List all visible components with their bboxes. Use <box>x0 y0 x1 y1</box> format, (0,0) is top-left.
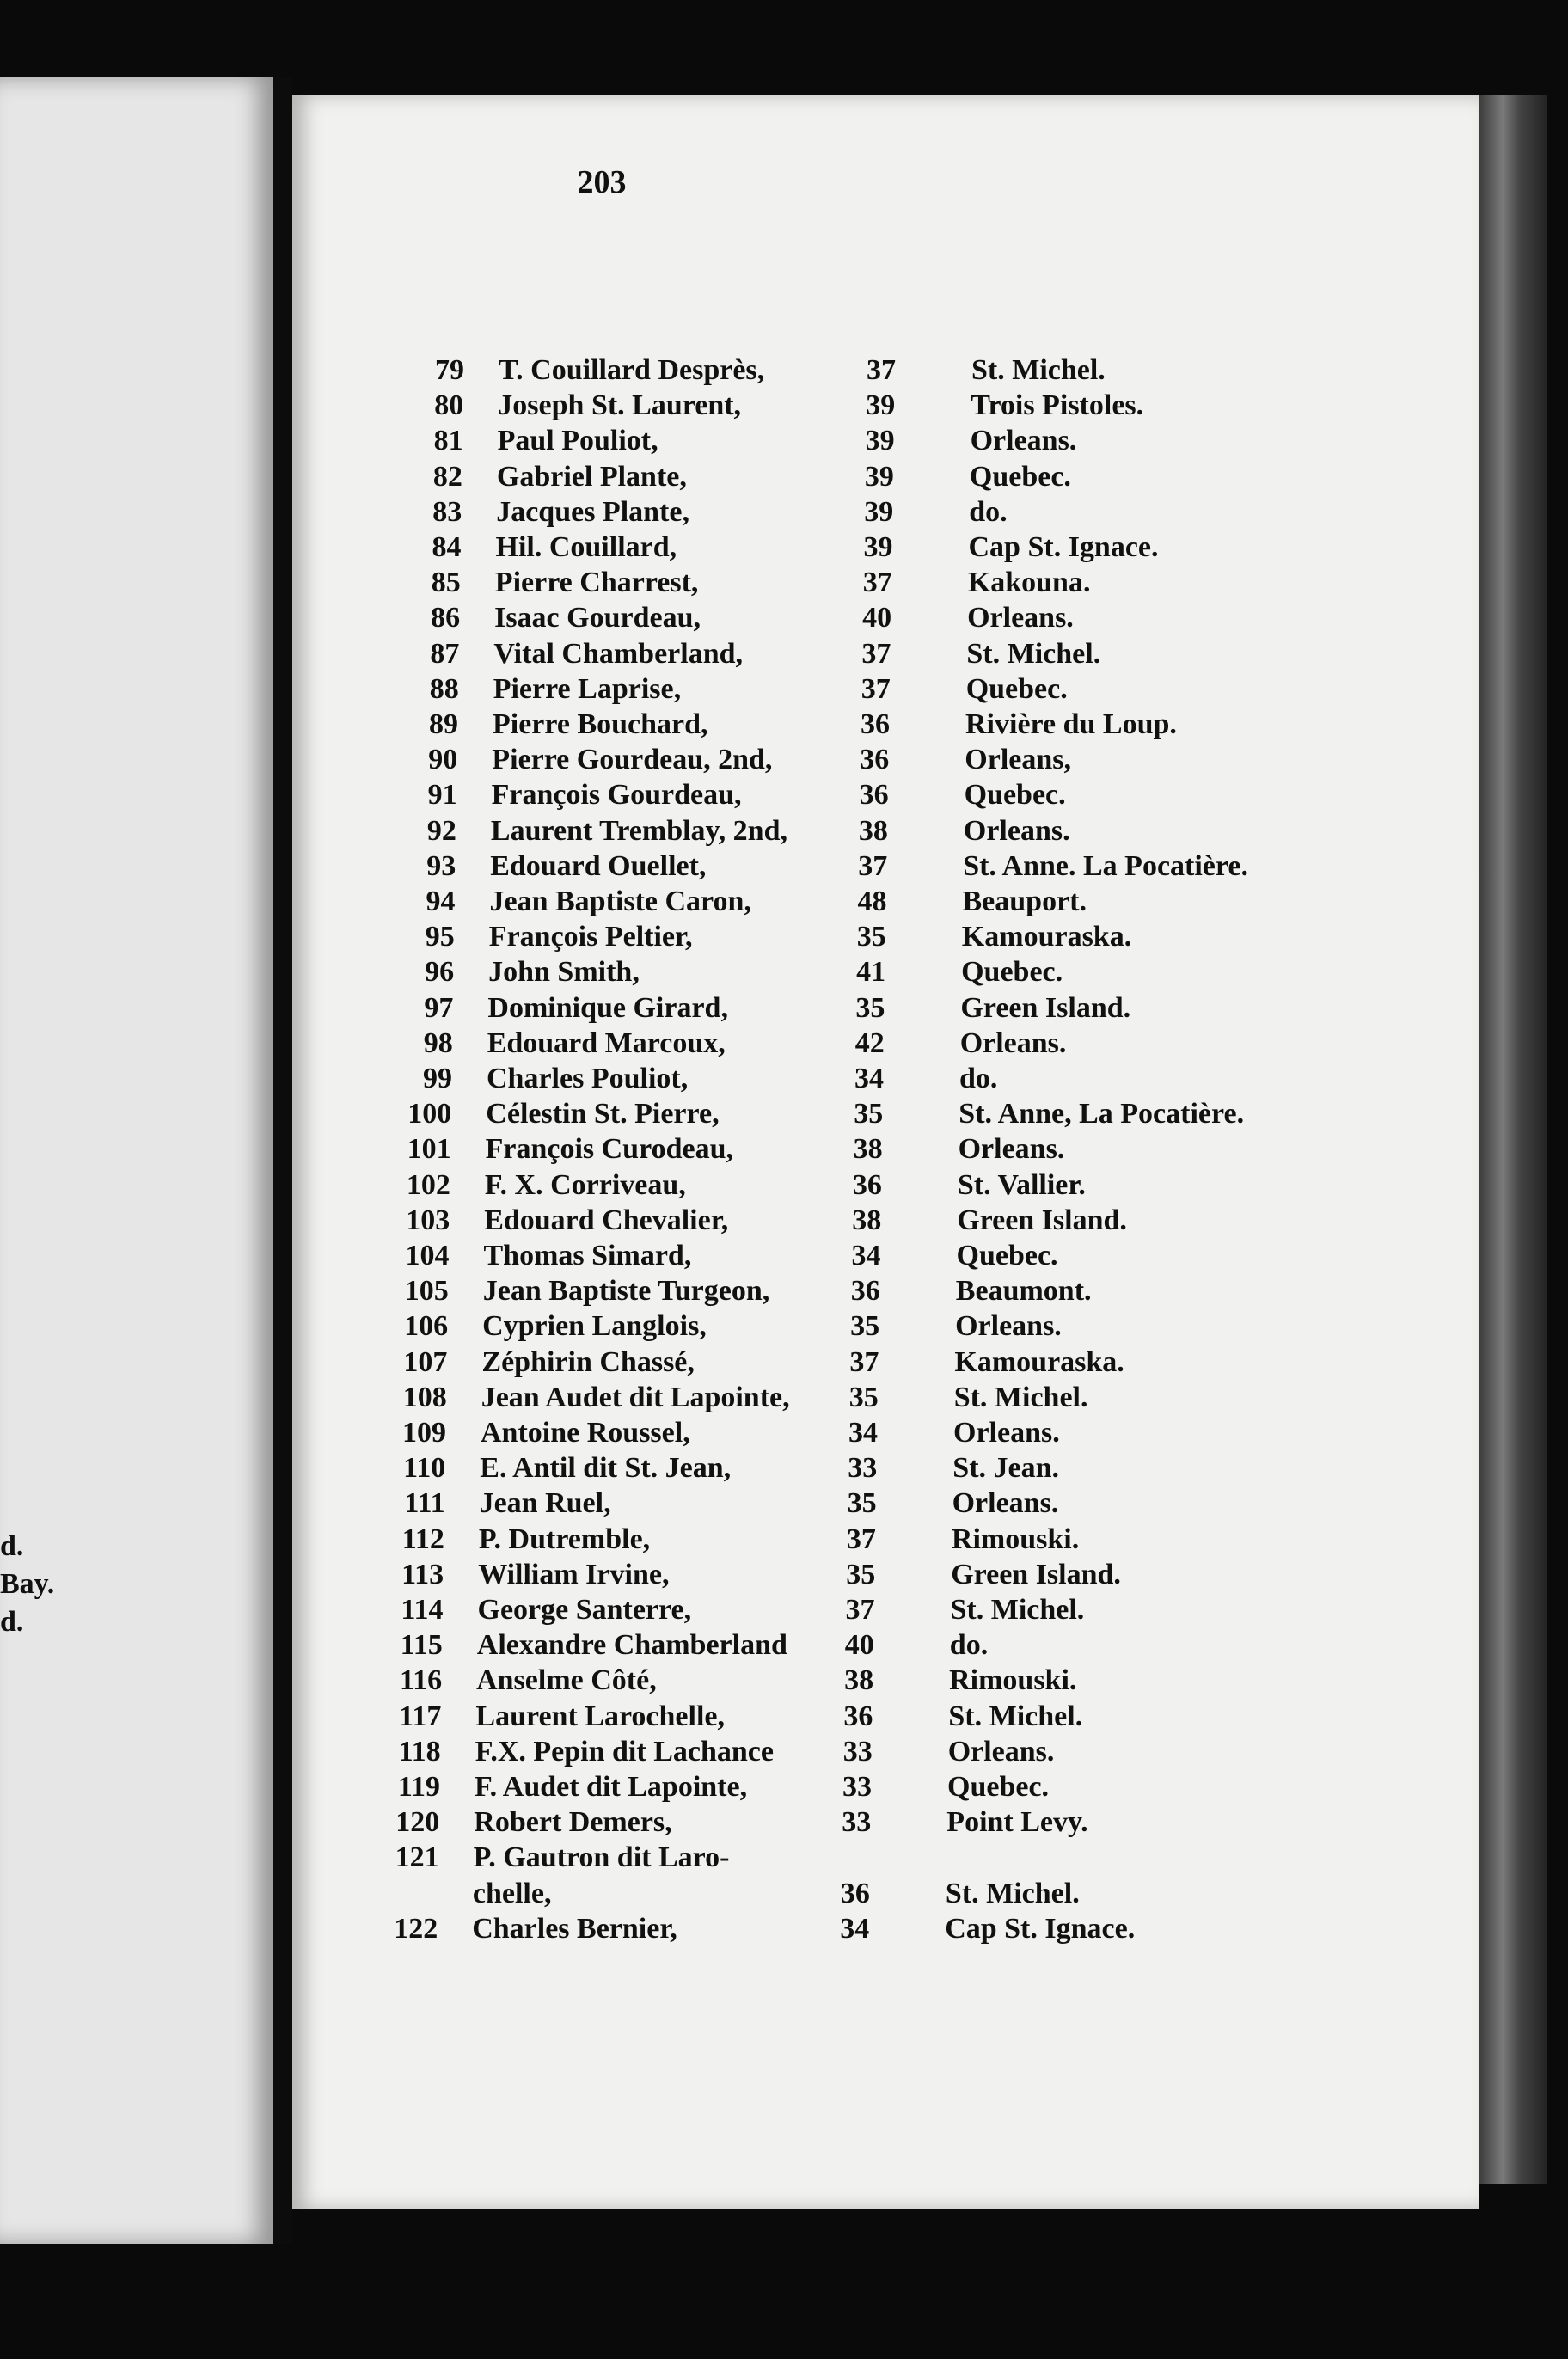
entry-name: François Gourdeau, <box>491 779 742 812</box>
entry-name: F. X. Corriveau, <box>484 1168 686 1201</box>
entry-age: 35 <box>856 921 886 953</box>
entry-place: St. Michel. <box>971 354 1106 386</box>
entry-name: Thomas Simard, <box>483 1240 692 1271</box>
entry-name: Pierre Laprise, <box>493 672 682 705</box>
entry-place: Trois Pistoles. <box>971 389 1144 422</box>
entry-name: Hil. Couillard, <box>495 531 677 563</box>
book-gutter <box>273 77 292 2244</box>
page-edge <box>1479 95 1547 2184</box>
entry-age: 37 <box>867 354 896 386</box>
entry-age: 33 <box>842 1735 873 1768</box>
entries-list <box>292 95 1479 2209</box>
entry-number: 111 <box>404 1487 445 1520</box>
entry-age: 40 <box>844 1629 874 1662</box>
entry-place: do. <box>969 495 1008 528</box>
entry-age: 37 <box>862 567 892 599</box>
entry-place: do. <box>949 1629 989 1662</box>
entry-age: 34 <box>854 1063 884 1094</box>
page-number: 203 <box>577 164 627 200</box>
entry-place: Orleans. <box>952 1487 1059 1520</box>
entry-age: 35 <box>847 1487 877 1520</box>
entry-age: 37 <box>861 637 891 670</box>
entry-place: St. Michel. <box>966 637 1101 670</box>
entry-age: 35 <box>846 1558 876 1590</box>
entry-age: 34 <box>851 1240 881 1271</box>
entry-place: Orleans. <box>953 1417 1060 1449</box>
entry-number: 104 <box>405 1240 450 1271</box>
entry-place: Orleans. <box>959 1026 1067 1059</box>
entry-number: 103 <box>406 1204 450 1236</box>
entry-number: 97 <box>424 991 454 1024</box>
entry-number: 79 <box>435 354 464 386</box>
entry-age: 38 <box>858 814 888 847</box>
entry-age: 39 <box>864 460 894 493</box>
entry-age: 37 <box>858 849 888 882</box>
entry-name: John Smith, <box>488 956 640 989</box>
entry-number: 84 <box>432 531 462 563</box>
right-page <box>292 95 1479 2209</box>
entry-place: St. Vallier. <box>957 1168 1086 1201</box>
entry-number: 90 <box>428 744 458 776</box>
entry-age: 34 <box>848 1417 878 1449</box>
entry-name: Laurent Tremblay, 2nd, <box>490 814 788 847</box>
entry-name: Antoine Roussel, <box>481 1417 690 1449</box>
entry-name: Célestin St. Pierre, <box>486 1098 720 1130</box>
entry-place: Orleans. <box>958 1133 1065 1166</box>
entry-number: 118 <box>398 1735 441 1768</box>
entry-name: Edouard Marcoux, <box>487 1026 726 1059</box>
entry-place: St. Anne. La Pocatière. <box>963 849 1248 882</box>
entry-place: Orleans. <box>970 425 1077 457</box>
entry-name: Charles Bernier, <box>472 1912 677 1945</box>
entry-number: 115 <box>400 1629 443 1662</box>
entry-number: 88 <box>429 672 459 705</box>
entry-name: Dominique Girard, <box>487 991 728 1024</box>
entry-number: 86 <box>431 602 461 634</box>
entry-age: 39 <box>865 425 895 457</box>
entry-name: F.X. Pepin dit Lachance <box>475 1735 774 1768</box>
entry-place: St. Jean. <box>952 1452 1060 1485</box>
entry-place: Green Island. <box>960 991 1131 1024</box>
entry-place: Orleans. <box>955 1310 1062 1343</box>
entry-name: P. Gautron dit Laro- <box>473 1841 730 1874</box>
entry-number: 92 <box>426 814 456 847</box>
entry-age: 36 <box>852 1168 882 1201</box>
entry-name: Jean Ruel, <box>479 1487 611 1520</box>
entry-number: 102 <box>406 1168 450 1201</box>
entry-place: Quebec. <box>947 1771 1050 1803</box>
entry-age: 42 <box>854 1026 885 1059</box>
entry-name: Pierre Gourdeau, 2nd, <box>492 744 773 776</box>
entry-number: 122 <box>394 1912 438 1945</box>
entry-place: Green Island. <box>957 1204 1127 1236</box>
entry-name: Jean Baptiste Turgeon, <box>482 1275 770 1308</box>
entry-age: 36 <box>860 744 890 776</box>
entry-name: Gabriel Plante, <box>496 460 687 493</box>
entry-name: Robert Demers, <box>474 1806 672 1839</box>
entry-age: 38 <box>852 1204 882 1236</box>
entry-place: Rimouski. <box>949 1664 1077 1697</box>
entry-place: Kakouna. <box>967 567 1091 599</box>
entry-name: Paul Pouliot, <box>497 425 658 457</box>
entry-age: 35 <box>854 1098 884 1130</box>
entry-name: P. Dutremble, <box>478 1523 651 1555</box>
entry-number: 94 <box>426 885 456 917</box>
entry-age: 35 <box>850 1310 880 1343</box>
entry-number: 89 <box>429 708 458 740</box>
entry-place: Beauport. <box>962 885 1087 917</box>
entry-number: 110 <box>403 1452 446 1485</box>
entry-number: 112 <box>401 1523 444 1555</box>
entry-place: St. Michel. <box>948 1700 1083 1732</box>
entry-name: Edouard Ouellet, <box>490 849 707 882</box>
entry-age: 37 <box>845 1594 875 1626</box>
entry-place: St. Michel. <box>945 1877 1080 1909</box>
entry-age: 37 <box>846 1523 876 1555</box>
entry-name: Charles Pouliot, <box>487 1063 689 1094</box>
entry-name: Edouard Chevalier, <box>484 1204 729 1236</box>
entry-number: 109 <box>402 1417 446 1449</box>
entry-number: 121 <box>395 1841 439 1874</box>
entry-age: 39 <box>866 389 896 422</box>
entry-name: E. Antil dit St. Jean, <box>480 1452 732 1485</box>
entry-name: Alexandre Chamberland <box>476 1629 787 1662</box>
entry-place: St. Anne, La Pocatière. <box>959 1098 1245 1130</box>
entry-name: Vital Chamberland, <box>493 637 744 670</box>
entry-place: Cap St. Ignace. <box>968 531 1159 563</box>
entry-age: 36 <box>861 708 890 740</box>
entry-number: 107 <box>403 1345 448 1378</box>
entry-number: 119 <box>397 1771 440 1803</box>
entry-age: 41 <box>856 956 886 989</box>
entry-number: 108 <box>402 1381 447 1413</box>
entry-place: St. Michel. <box>953 1381 1088 1413</box>
entry-age: 39 <box>863 531 893 563</box>
entry-name: Jean Audet dit Lapointe, <box>481 1381 790 1413</box>
entry-age: 34 <box>840 1912 870 1945</box>
entry-place: Beaumont. <box>955 1275 1092 1308</box>
entry-number: 117 <box>399 1700 442 1732</box>
entry-name: François Peltier, <box>488 921 693 953</box>
entry-name: François Curodeau, <box>485 1133 733 1166</box>
entry-number: 105 <box>404 1275 449 1308</box>
left-page-fragment: d. <box>0 1530 24 1562</box>
entry-place: Kamouraska. <box>954 1345 1124 1378</box>
entry-name: T. Couillard Desprès, <box>499 354 765 386</box>
entry-place: Orleans. <box>963 814 1070 847</box>
entry-number: 85 <box>431 567 461 599</box>
entry-age: 38 <box>844 1664 874 1697</box>
entry-age: 35 <box>848 1381 879 1413</box>
left-page-fragment: d. <box>0 1606 24 1638</box>
entry-number: 95 <box>425 921 455 953</box>
entry-number: 96 <box>425 956 455 989</box>
entry-name: George Santerre, <box>477 1594 692 1626</box>
entry-place: Kamouraska. <box>961 921 1132 953</box>
entry-age: 38 <box>853 1133 883 1166</box>
entry-age: 37 <box>849 1345 879 1378</box>
left-page-fragment: Bay. <box>0 1568 55 1600</box>
entry-name: chelle, <box>472 1877 552 1909</box>
entry-age: 36 <box>840 1877 870 1909</box>
entry-place: do. <box>959 1063 998 1094</box>
entry-place: Quebec. <box>964 779 1066 812</box>
entry-place: Rivière du Loup. <box>965 708 1177 740</box>
entry-place: Quebec. <box>961 956 1063 989</box>
entry-name: F. Audet dit Lapointe, <box>475 1771 748 1803</box>
entry-age: 36 <box>843 1700 873 1732</box>
entry-place: Cap St. Ignace. <box>945 1912 1136 1945</box>
entry-number: 81 <box>433 425 463 457</box>
entry-number: 87 <box>430 637 460 670</box>
entry-age: 35 <box>855 991 885 1024</box>
entry-number: 91 <box>427 779 457 812</box>
entry-place: Orleans. <box>947 1735 1055 1768</box>
left-page <box>0 77 273 2244</box>
entry-name: Isaac Gourdeau, <box>494 602 701 634</box>
entry-age: 33 <box>842 1771 872 1803</box>
entry-age: 48 <box>857 885 887 917</box>
entry-name: Jean Baptiste Caron, <box>489 885 751 917</box>
entry-place: Quebec. <box>965 672 1068 705</box>
entry-number: 106 <box>404 1310 449 1343</box>
entry-name: William Irvine, <box>478 1558 670 1590</box>
entry-number: 116 <box>399 1664 443 1697</box>
entry-age: 40 <box>862 602 892 634</box>
entry-number: 82 <box>432 460 462 493</box>
entry-name: Anselme Côté, <box>476 1664 657 1697</box>
entry-age: 33 <box>848 1452 878 1485</box>
entry-age: 39 <box>864 495 894 528</box>
entry-name: Pierre Bouchard, <box>493 708 708 740</box>
entry-place: St. Michel. <box>950 1594 1085 1626</box>
entry-age: 36 <box>859 779 889 812</box>
entry-number: 93 <box>426 849 456 882</box>
entry-place: Orleans, <box>965 744 1072 776</box>
entry-number: 114 <box>401 1594 444 1626</box>
entry-number: 101 <box>407 1133 451 1166</box>
entry-age: 33 <box>842 1806 872 1839</box>
entry-place: Quebec. <box>969 460 1071 493</box>
entry-number: 100 <box>407 1098 452 1130</box>
entry-place: Point Levy. <box>946 1806 1088 1839</box>
entry-name: Jacques Plante, <box>496 495 689 528</box>
entry-number: 83 <box>432 495 462 528</box>
entry-place: Rimouski. <box>951 1523 1080 1555</box>
entry-age: 36 <box>850 1275 880 1308</box>
entry-name: Joseph St. Laurent, <box>498 389 742 422</box>
entry-number: 99 <box>423 1063 452 1094</box>
entry-place: Orleans. <box>967 602 1074 634</box>
entry-number: 120 <box>395 1806 440 1839</box>
entry-place: Green Island. <box>951 1558 1121 1590</box>
entry-name: Zéphirin Chassé, <box>481 1345 695 1378</box>
entry-place: Quebec. <box>956 1240 1058 1271</box>
entry-age: 37 <box>861 672 891 705</box>
entry-name: Laurent Larochelle, <box>475 1700 726 1732</box>
entry-number: 113 <box>401 1558 444 1590</box>
entry-name: Pierre Charrest, <box>494 567 699 599</box>
entry-number: 80 <box>434 389 464 422</box>
entry-name: Cyprien Langlois, <box>482 1310 707 1343</box>
entry-number: 98 <box>423 1026 453 1059</box>
